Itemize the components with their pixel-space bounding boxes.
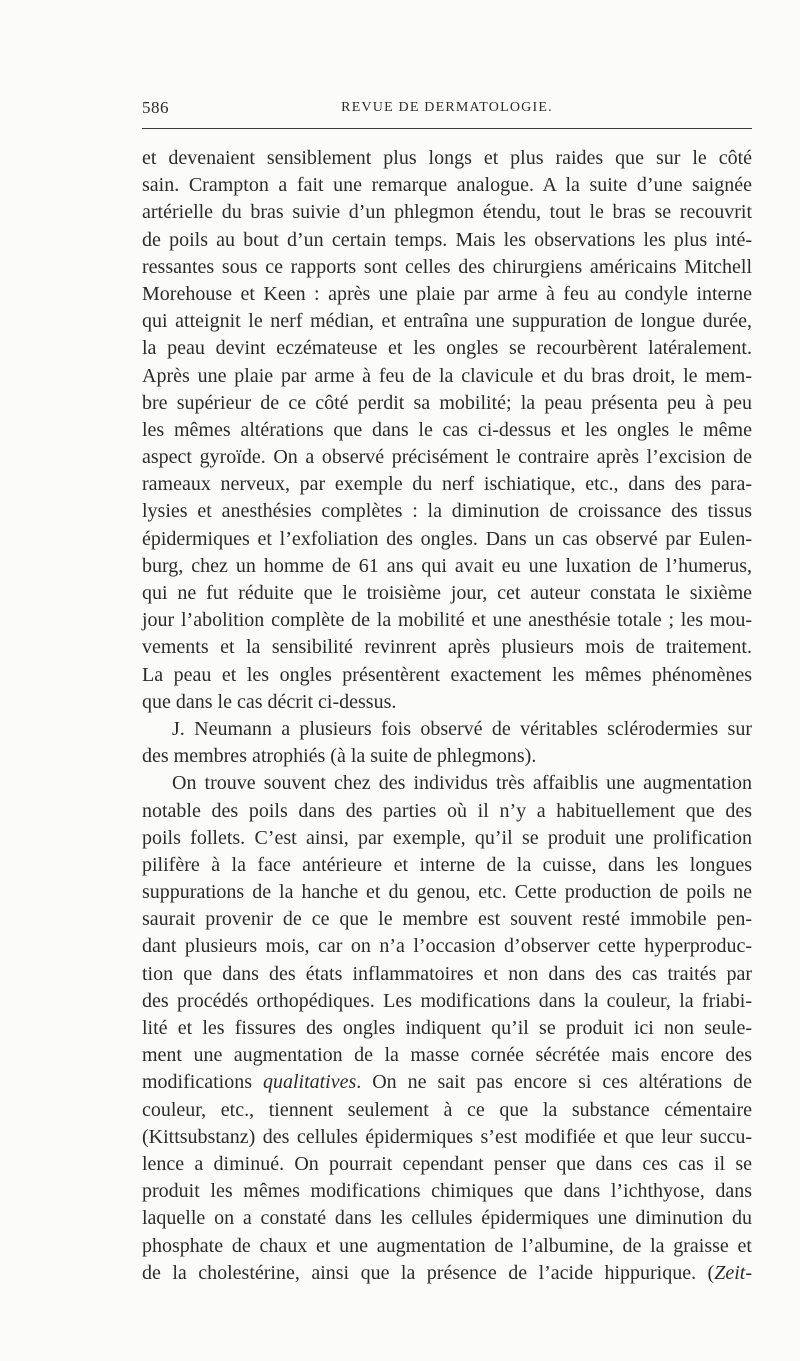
text-line: phosphate de chaux et une augmentation de l’albumine, de la graisse et [142,1234,752,1257]
text-line: des procédés orthopédiques. Les modifications dans la couleur, la friabi- [142,989,752,1012]
italic-term: qualitatives [262,1071,357,1094]
text-line: épidermiques et l’exfoliation des ongles. Dans un cas observé par Eulen- [142,527,752,550]
running-header [142,98,752,124]
text-line: suppurations de la hanche et du genou, etc. Cette production de poils ne [142,881,752,904]
page-number: 586 [142,98,169,117]
text-line: aspect gyroïde. On a observé précisément le contraire après l’excision de [142,446,752,469]
text-line: ment une augmentation de la masse cornée sécrétée mais encore des [142,1044,752,1067]
text-line: couleur, etc., tiennent seulement à ce que la substance cémentaire [142,1098,752,1121]
text-line: lité et les fissures des ongles indiquent qu’il se produit ici non seule- [142,1017,752,1039]
text-line: dant plusieurs mois, car on n’a l’occasion d’observer cette hyperproduc- [142,935,752,958]
italic-term: Zeit- [714,1261,752,1284]
body-text [142,145,752,1287]
text-line: sain. Crampton a fait une remarque analogue. A la suite d’une saignée [142,174,752,197]
text-line: vements et la sensibilité revinrent après plusieurs mois de traitement. [142,636,752,659]
text-line: qui atteignit le nerf médian, et entraîna une suppuration de longue durée, [142,310,752,333]
text-line: La peau et les ongles présentèrent exactement les mêmes phénomènes [142,663,752,686]
text-fragment: de la cholestérine, ainsi que la présence de l’acide hippurique. ( [142,1261,715,1284]
text-line: poils follets. C’est ainsi, par exemple, qu’il se produit une prolification [142,826,752,849]
running-title: REVUE DE DERMATOLOGIE. [341,100,553,115]
text-line: (Kittsubstanz) des cellules épidermiques s’est modifiée et que leur succu- [142,1125,752,1148]
text-line: Après une plaie par arme à feu de la clavicule et du bras droit, le mem- [142,364,752,387]
text-line: bre supérieur de ce côté perdit sa mobilité; la peau présenta peu à peu [142,391,752,414]
text-line: et devenaient sensiblement plus longs et plus raides que sur le côté [142,147,752,169]
text-line: burg, chez un homme de 61 ans qui avait eu une luxation de l’humerus, [142,554,752,577]
text-line: notable des poils dans des parties où il n’y a habituellement que des [142,799,752,822]
text-line: produit les mêmes modifications chimiques que dans l’ichthyose, dans [142,1180,752,1203]
text-line: laquelle on a constaté dans les cellules épidermiques une diminution du [142,1207,752,1230]
text-line-mixed [142,1260,752,1287]
text-line: Morehouse et Keen : après une plaie par arme à feu au condyle interne [142,282,752,305]
text-line: les mêmes altérations que dans le cas ci-dessus et les ongles le même [142,418,752,441]
text-line: lence a diminué. On pourrait cependant penser que dans ces cas il se [142,1152,752,1175]
text-line: pilifère à la face antérieure et interne de la cuisse, dans les longues [142,853,752,876]
text-line: la peau devint eczémateuse et les ongles se recourbèrent latéralement. [142,337,752,360]
text-line: ressantes sous ce rapports sont celles des chirurgiens américains Mitchell [142,255,752,278]
text-line: artérielle du bras suivie d’un phlegmon étendu, tout le bras se recouvrit [142,201,752,224]
text-line: que dans le cas décrit ci-dessus. [142,690,397,713]
text-fragment: modifications [142,1071,263,1094]
text-line: J. Neumann a plusieurs fois observé de véritables sclérodermies sur [172,717,752,740]
text-fragment: . On ne sait pas encore si ces altérations de [356,1071,753,1094]
text-line: rameaux nerveux, par exemple du nerf ischiatique, etc., dans des para- [142,473,752,496]
text-line: lysies et anesthésies complètes : la diminution de croissance des tissus [142,500,752,523]
text-line: qui ne fut réduite que le troisième jour, cet auteur constata le sixième [142,582,752,604]
text-line: jour l’abolition complète de la mobilité et une anesthésie totale ; les mou- [142,609,752,632]
text-line: de poils au bout d’un certain temps. Mais les observations les plus inté- [142,228,752,251]
text-line: tion que dans des états inflammatoires et non dans des cas traités par [142,962,752,985]
header-rule [142,128,752,129]
text-line: On trouve souvent chez des individus très affaiblis une augmentation [172,772,752,795]
text-line: des membres atrophiés (à la suite de phlegmons). [142,745,537,768]
text-line: saurait provenir de ce que le membre est souvent resté immobile pen- [142,908,752,931]
text-line-mixed [142,1069,752,1096]
